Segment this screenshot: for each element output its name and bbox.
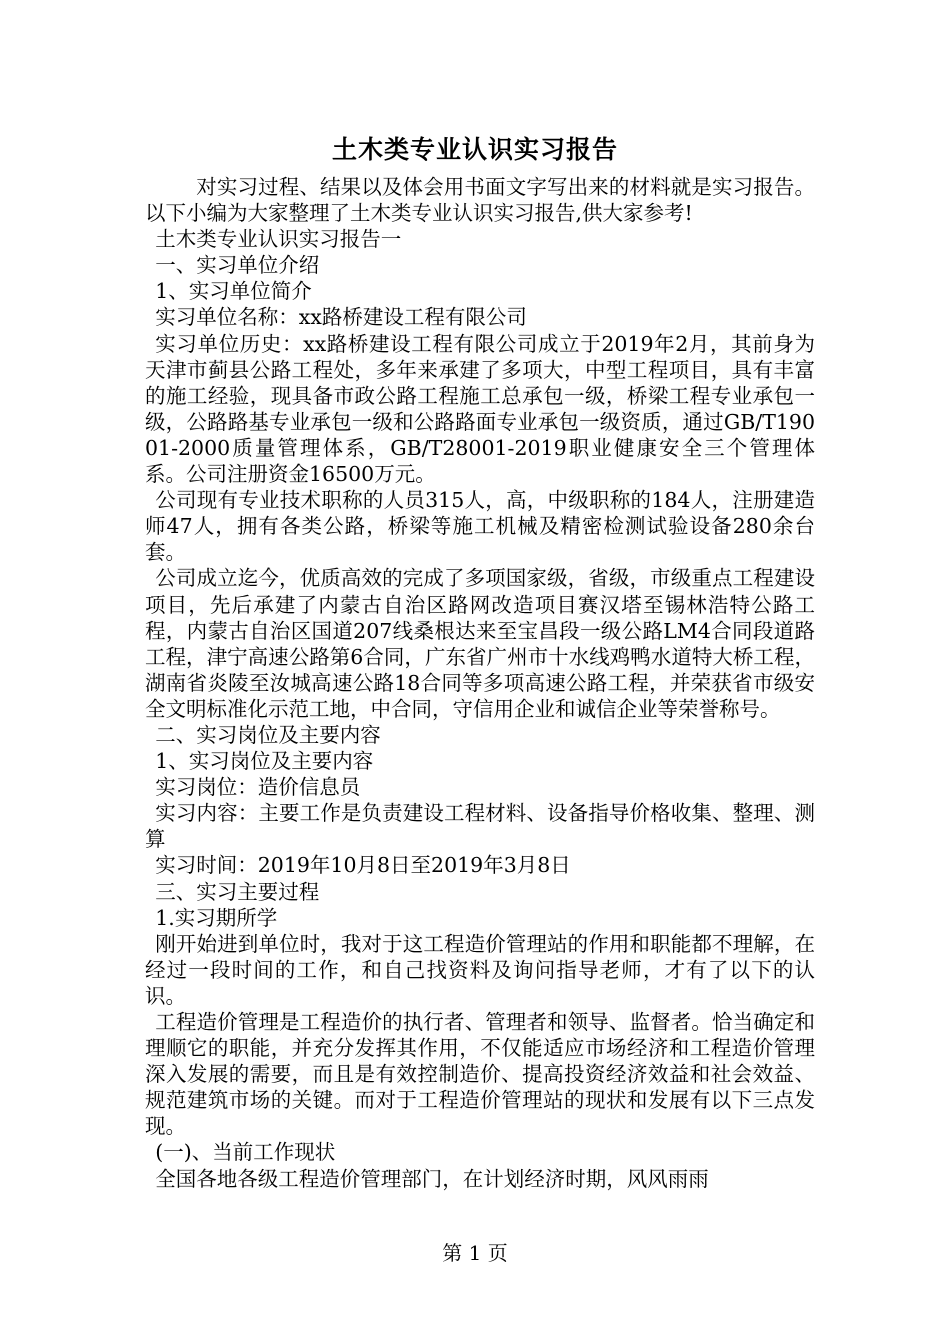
subsection-heading-3-1: 1.实习期所学: [155, 905, 278, 930]
subsection-heading-1-1: 1、实习单位简介: [155, 279, 312, 304]
section-heading-1: 一、实习单位介绍: [155, 253, 320, 278]
company-projects-paragraph: 公司成立迄今，优质高效的完成了多项国家级，省级，市级重点工程建设项目，先后承建了内蒙古自治区路网改造项目赛汉塔至锡林浩特公路工程，内蒙古自治区国道207线桑根达来至宝昌段一级公路LM4合同段道路工程，津宁高速公路第6合同，广东省广州市十水线鸡鸭水道特大桥工程，湖南省炎陵至汝城高速公路18合同等多项高速公路工程，并荣获省市级安全文明标准化示范工地，中合同，守信用企业和诚信企业等荣誉称号。: [145, 566, 815, 721]
section-heading-2: 二、实习岗位及主要内容: [155, 722, 381, 747]
content-line: 实习内容：主要工作是负责建设工程材料、设备指导价格收集、整理、测算: [145, 801, 815, 852]
company-name-line: 实习单位名称：xx路桥建设工程有限公司: [155, 305, 527, 330]
company-history-paragraph: 实习单位历史：xx路桥建设工程有限公司成立于2019年2月，其前身为天津市蓟县公路工程处，多年来承建了多项大，中型工程项目，具有丰富的施工经验，现具备市政公路工程施工总承包一级，桥梁工程专业承包一级，公路路基专业承包一级和公路路面专业承包一级资质，通过GB/T19001-2000质量管理体系，GB/T28001-2019职业健康安全三个管理体系。公司注册资金16500万元。: [145, 331, 815, 487]
position-line: 实习岗位：造价信息员: [155, 775, 361, 800]
intro-paragraph: 对实习过程、结果以及体会用书面文字写出来的材料就是实习报告。以下小编为大家整理了土木类专业认识实习报告,供大家参考!: [145, 175, 815, 226]
section-heading-3: 三、实习主要过程: [155, 879, 320, 904]
document-title: 土木类专业认识实习报告: [331, 135, 618, 164]
learning-paragraph: 刚开始进到单位时，我对于这工程造价管理站的作用和职能都不理解，在经过一段时间的工作，和自己找资料及询问指导老师，才有了以下的认识。: [145, 931, 815, 1008]
subsection-heading-2-1: 1、实习岗位及主要内容: [155, 749, 374, 774]
company-staff-paragraph: 公司现有专业技术职称的人员315人，高，中级职称的184人，注册建造师47人，拥有各类公路，桥梁等施工机械及精密检测试验设备280余台套。: [145, 488, 815, 565]
subsection-heading-current-status: (一)、当前工作现状: [155, 1140, 336, 1165]
page-number: 第 1 页: [442, 1241, 508, 1265]
cost-management-paragraph: 工程造价管理是工程造价的执行者、管理者和领导、监督者。恰当确定和理顺它的职能，并充分发挥其作用，不仅能适应市场经济和工程造价管理深入发展的需要，而且是有效控制造价、提高投资经济效益和社会效益、规范建筑市场的关键。而对于工程造价管理站的现状和发展有以下三点发现。: [145, 1010, 815, 1139]
report-subtitle: 土木类专业认识实习报告一: [155, 227, 402, 252]
status-paragraph: 全国各地各级工程造价管理部门，在计划经济时期，风风雨雨: [155, 1166, 709, 1191]
document-body: [145, 174, 815, 1192]
time-line: 实习时间：2019年10月8日至2019年3月8日: [155, 853, 571, 878]
